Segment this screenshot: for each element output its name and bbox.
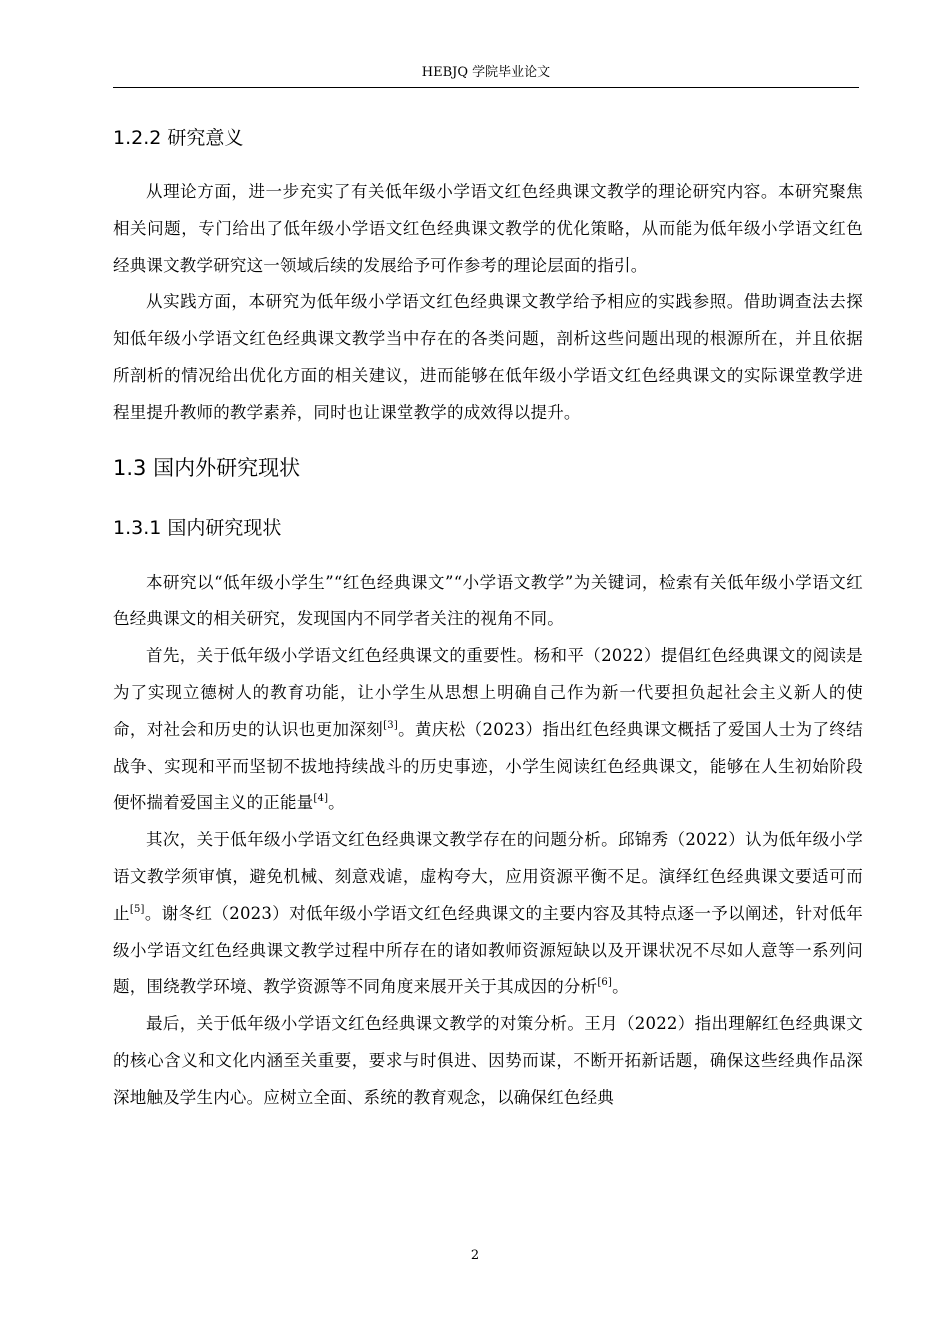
- citation-ref: [6]: [597, 977, 613, 989]
- citation-ref: [3]: [383, 719, 398, 731]
- paragraph-text: 其次，关于低年级小学语文红色经典课文教学存在的问题分析。邱锦秀（2022）认为低年级小学语文教学须审慎，避免机械、刻意戏谑，虚构夸大，应用资源平衡不足。演绎红色经典课文要适可而止: [113, 830, 863, 923]
- running-header: HEBJQ 学院毕业论文: [421, 65, 551, 80]
- paragraph: 从实践方面，本研究为低年级小学语文红色经典课文教学给予相应的实践参照。借助调查法去探知低年级小学语文红色经典课文教学当中存在的各类问题，剖析这些问题出现的根源所在，并且依据所剖析的情况给出优化方面的相关建议，进而能够在低年级小学语文红色经典课文的实际课堂教学进程里提升教师的教学素养，同时也让课堂教学的成效得以提升。: [113, 292, 863, 422]
- paragraph: [113, 822, 863, 1006]
- paragraph-text: 首先，关于低年级小学语文红色经典课文的重要性。杨和平（2022）提倡红色经典课文的阅读是为了实现立德树人的教育功能，让小学生从思想上明确自己作为新一代要担负起社会主义新人的使命，对社会和历史的认识也更加深刻: [113, 646, 863, 739]
- paragraph: 本研究以“低年级小学生”“红色经典课文”“小学语文教学”为关键词，检索有关低年级小学语文红色经典课文的相关研究，发现国内不同学者关注的视角不同。: [113, 572, 863, 629]
- header-rule: [113, 87, 859, 88]
- section-heading-1-2-2: 1.2.2 研究意义: [113, 127, 244, 149]
- section-heading-1-3-1: 1.3.1 国内研究现状: [113, 516, 282, 539]
- paragraph-text: 。: [612, 977, 629, 997]
- paragraph: 从理论方面，进一步充实了有关低年级小学语文红色经典课文教学的理论研究内容。本研究聚焦相关问题，专门给出了低年级小学语文红色经典课文教学的优化策略，从而能为低年级小学语文红色经典课文教学研究这一领域后续的发展给予可作参考的理论层面的指引。: [113, 182, 863, 275]
- paragraph-text: 。黄庆松（2023）指出红色经典课文概括了爱国人士为了终结战争、实现和平而坚韧不拔地持续战斗的历史事迹，小学生阅读红色经典课文，能够在人生初始阶段便怀揣着爱国主义的正能量: [113, 719, 864, 813]
- citation-ref: [4]: [313, 793, 329, 805]
- page-body: [113, 118, 863, 1117]
- paragraph-text: 。: [328, 793, 345, 813]
- paragraph: 最后，关于低年级小学语文红色经典课文教学的对策分析。王月（2022）指出理解红色经典课文的核心含义和文化内涵至关重要，要求与时俱进、因势而谋，不断开拓新话题，确保这些经典作品深深地触及学生内心。应树立全面、系统的教育观念，以确保红色经典: [113, 1014, 863, 1107]
- paragraph-text: 。谢冬红（2023）对低年级小学语文红色经典课文的主要内容及其特点逐一予以阐述，针对低年级小学语文红色经典课文教学过程中所存在的诸如教师资源短缺以及开课状况不尽如人意等一系列问题，围绕教学环境、教学资源等不同角度来展开关于其成因的分析: [113, 903, 863, 997]
- section-heading-1-3: 1.3 国内外研究现状: [113, 455, 301, 480]
- citation-ref: [5]: [129, 903, 145, 915]
- page-number: 2: [470, 1248, 480, 1263]
- paragraph: [113, 638, 863, 822]
